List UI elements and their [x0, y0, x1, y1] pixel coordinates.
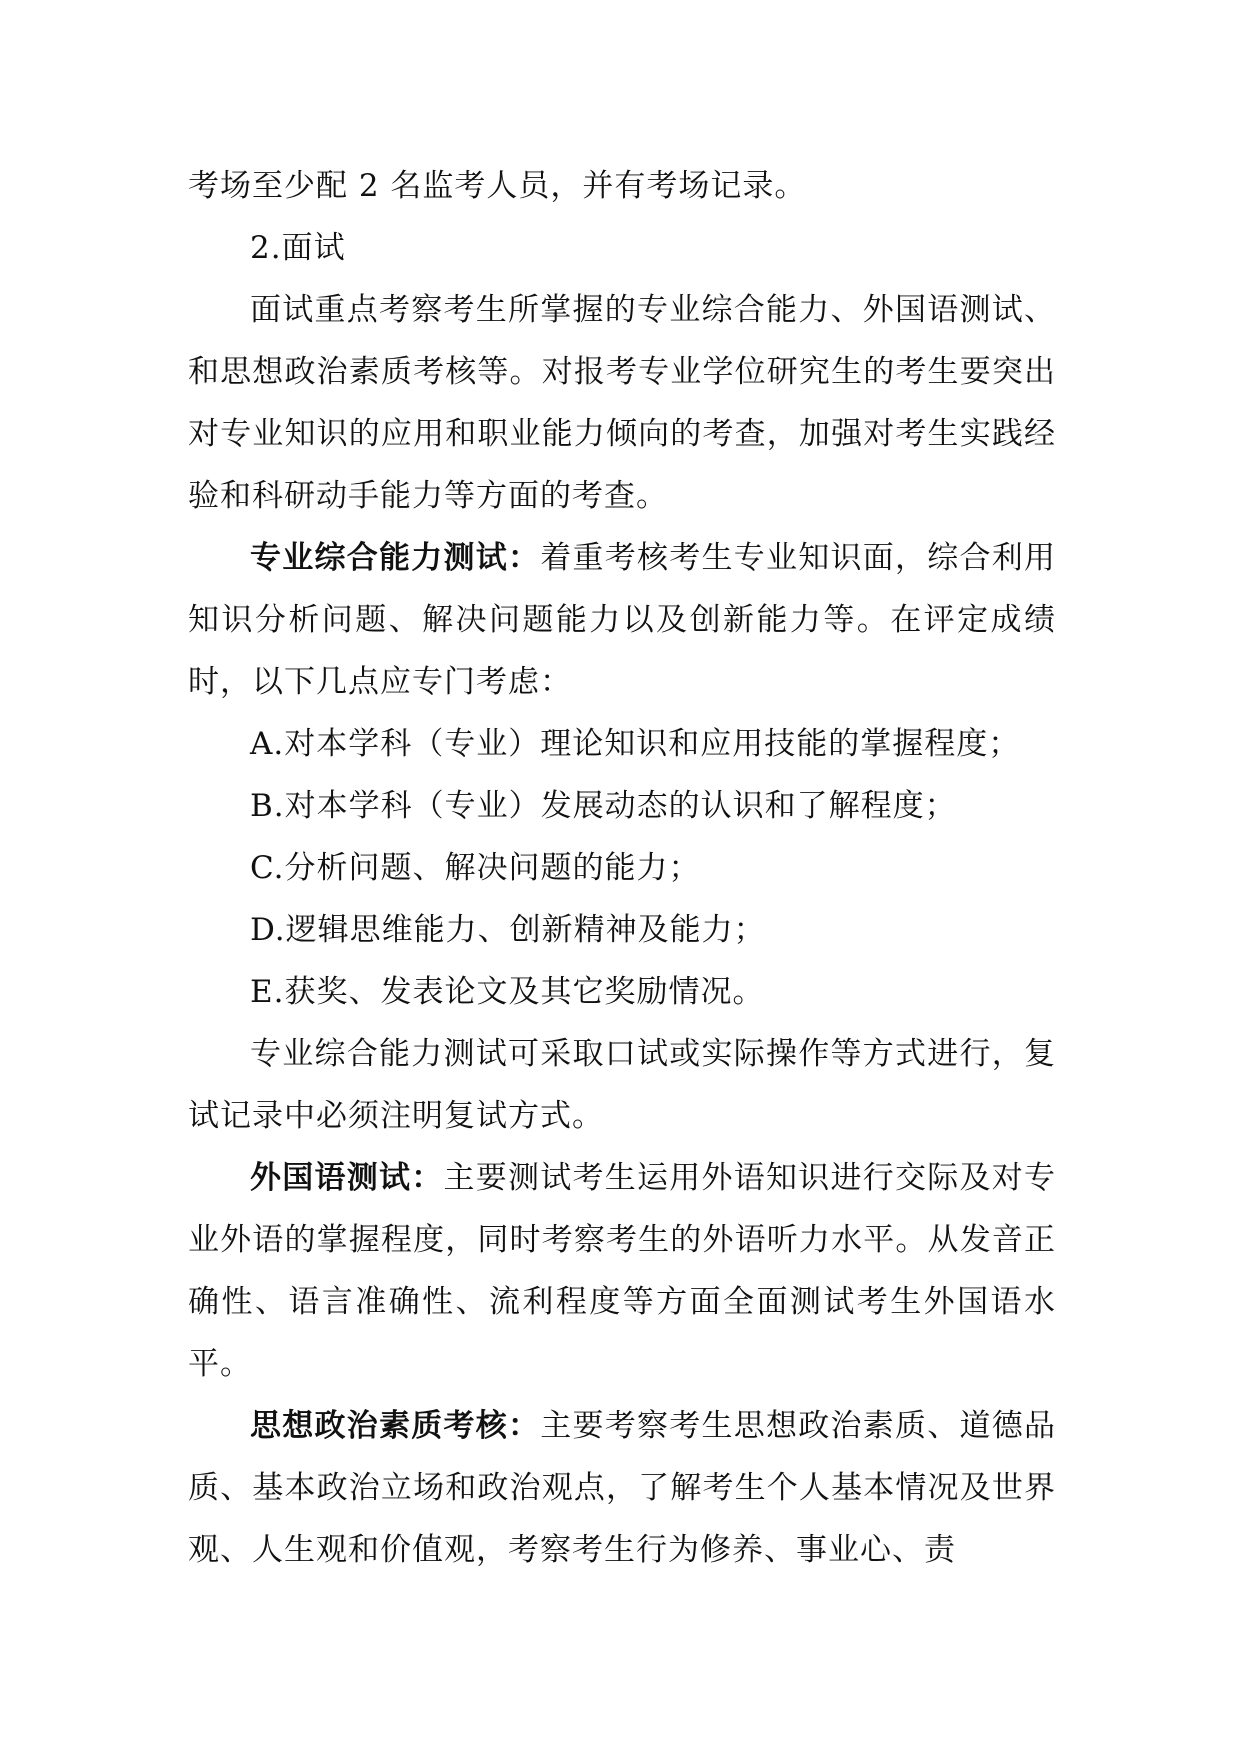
foreign-language-paragraph	[188, 1147, 1056, 1395]
professional-text: 着重考核考生专业知识面，综合利用知识分析问题、解决问题能力以及创新能力等。在评定成绩时，以下几点应专门考虑：	[188, 540, 1056, 700]
criteria-item: E.获奖、发表论文及其它奖励情况。	[250, 974, 765, 1010]
foreign-language-lead: 外国语测试：	[250, 1160, 444, 1196]
method-paragraph: 专业综合能力测试可采取口试或实际操作等方式进行，复试记录中必须注明复试方式。	[188, 1036, 1056, 1134]
section-heading: 2.面试	[250, 230, 346, 266]
professional-lead: 专业综合能力测试：	[250, 540, 541, 576]
criteria-item: B.对本学科（专业）发展动态的认识和了解程度；	[250, 788, 957, 824]
document-page	[188, 155, 1056, 1581]
political-text: 主要考察考生思想政治素质、道德品质、基本政治立场和政治观点，了解考生个人基本情况及世界观、人生观和价值观，考察考生行为修养、事业心、责	[188, 1408, 1056, 1568]
foreign-language-text: 主要测试考生运用外语知识进行交际及对专业外语的掌握程度，同时考察考生的外语听力水平。从发音正确性、语言准确性、流利程度等方面全面测试考生外国语水平。	[188, 1160, 1056, 1382]
criteria-item: C.分析问题、解决问题的能力；	[250, 850, 701, 886]
political-lead: 思想政治素质考核：	[250, 1408, 541, 1444]
criteria-item: A.对本学科（专业）理论知识和应用技能的掌握程度；	[250, 726, 1021, 762]
professional-paragraph	[188, 527, 1056, 713]
criteria-item: D.逻辑思维能力、创新精神及能力；	[250, 912, 766, 948]
political-paragraph	[188, 1395, 1056, 1581]
intro-paragraph: 面试重点考察考生所掌握的专业综合能力、外国语测试、和思想政治素质考核等。对报考专业学位研究生的考生要突出对专业知识的应用和职业能力倾向的考查，加强对考生实践经验和科研动手能力等方面的考查。	[188, 292, 1056, 514]
continuation-paragraph: 考场至少配 2 名监考人员，并有考场记录。	[188, 168, 807, 204]
